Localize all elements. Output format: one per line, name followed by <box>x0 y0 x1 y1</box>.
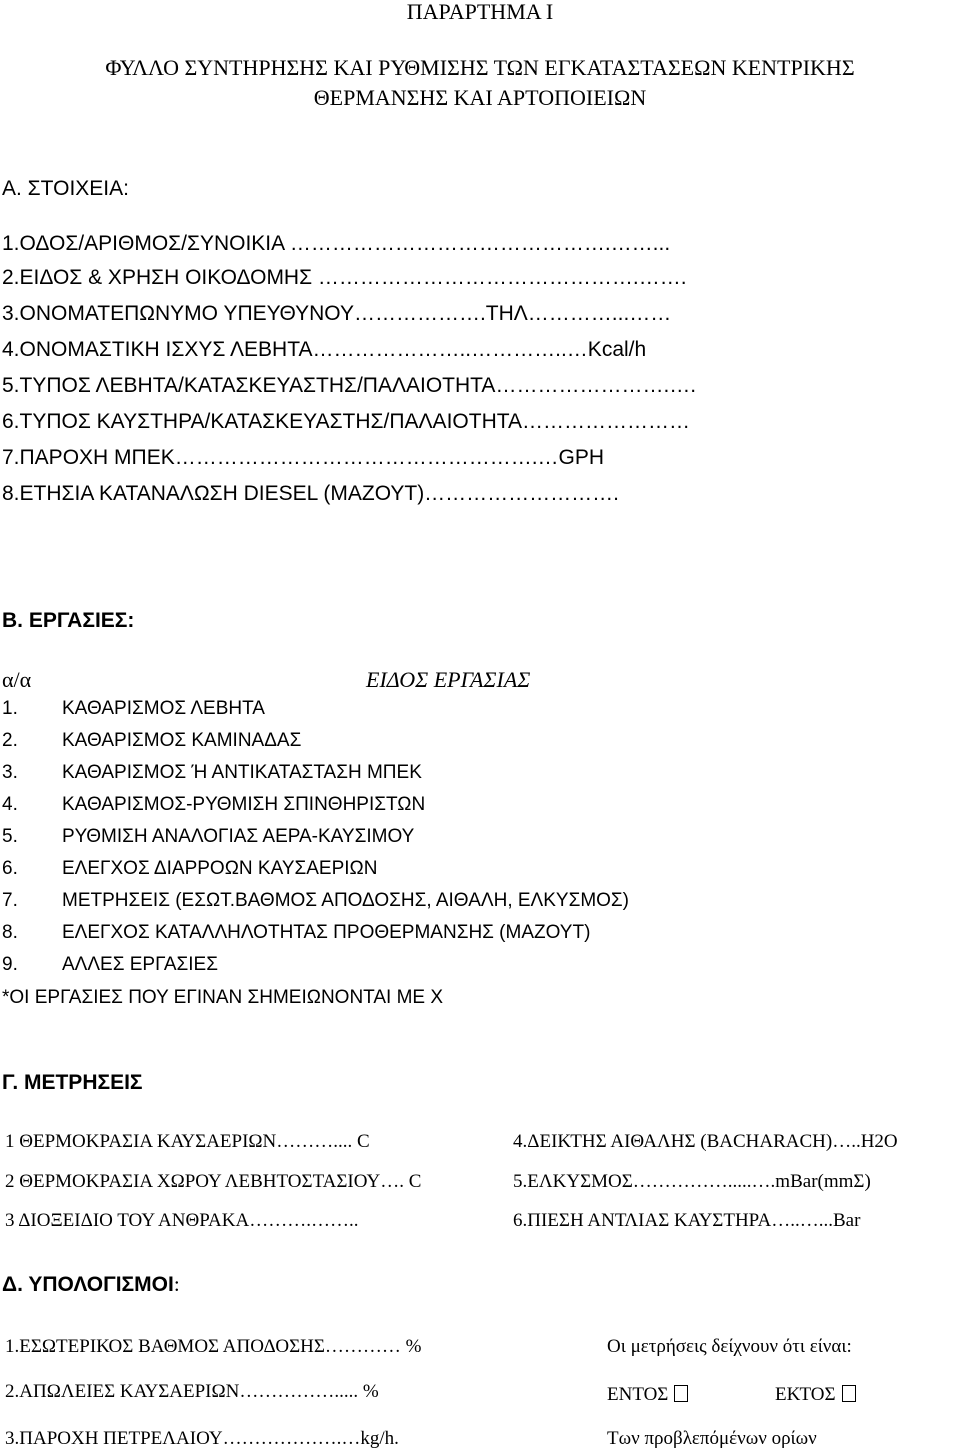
section-a-heading: Α. ΣΤΟΙΧΕΙΑ: <box>2 177 129 200</box>
measurement-pump-pressure: 6.ΠΙΕΣΗ ΑΝΤΛΙΑΣ ΚΑΥΣΤΗΡΑ…..…...Bar <box>513 1210 861 1231</box>
field-responsible-name: 3.ΟΝΟΜΑΤΕΠΩΝΥΜΟ ΥΠΕΥΘΥΝΟΥ……………….ΤΗΛ…………...…… <box>2 302 672 325</box>
field-boiler-type: 5.ΤΥΠΟΣ ΛΕΒΗΤΑ/ΚΑΤΑΣΚΕΥΑΣΤΗΣ/ΠΑΛΑΙΟΤΗΤΑ…………………….…. <box>2 374 697 397</box>
calc-oil-flow: 3.ΠΑΡΟΧΗ ΠΕΤΡΕΛΑΙΟΥ……………….…kg/h. <box>5 1428 399 1449</box>
field-address: 1.ΟΔΟΣ/ΑΡΙΘΜΟΣ/ΣΥΝΟΙΚΙΑ ……………………………………….……... <box>2 232 671 255</box>
document-title-line2: ΘΕΡΜΑΝΣΗΣ ΚΑΙ ΑΡΤΟΠΟΙΕΙΩΝ <box>313 85 647 110</box>
work-item: 2. ΚΑΘΑΡΙΣΜΟΣ ΚΑΜΙΝΑΔΑΣ <box>2 730 302 751</box>
work-item: 4. ΚΑΘΑΡΙΣΜΟΣ-ΡΥΘΜΙΣΗ ΣΠΙΝΘΗΡΙΣΤΩΝ <box>2 794 426 815</box>
field-burner-type: 6.ΤΥΠΟΣ ΚΑΥΣΤΗΡΑ/ΚΑΤΑΣΚΕΥΑΣΤΗΣ/ΠΑΛΑΙΟΤΗΤΑ…………………… <box>2 410 691 433</box>
field-boiler-power: 4.ΟΝΟΜΑΣΤΙΚΗ ΙΣΧΥΣ ΛΕΒΗΤΑ…………………..…………..…Kcal/h <box>2 338 647 361</box>
work-note: *ΟΙ ΕΡΓΑΣΙΕΣ ΠΟΥ ΕΓΙΝΑΝ ΣΗΜΕΙΩΝΟΝΤΑΙ ΜΕ Χ <box>2 987 444 1008</box>
limits-note: Των προβλεπόμένων ορίων <box>607 1428 817 1449</box>
outside-limits-option[interactable]: ΕΚΤΟΣ <box>775 1383 856 1407</box>
calc-flue-losses: 2.ΑΠΩΛΕΙΕΣ ΚΑΥΣΑΕΡΙΩΝ……………..... % <box>5 1381 379 1402</box>
work-item: 6. ΕΛΕΓΧΟΣ ΔΙΑΡΡΟΩΝ ΚΑΥΣΑΕΡΙΩΝ <box>2 858 378 879</box>
within-limits-option[interactable]: ΕΝΤΟΣ <box>607 1383 688 1407</box>
measurement-smoke-index: 4.ΔΕΙΚΤΗΣ ΑΙΘΑΛΗΣ (BACHARACH)…..H2O <box>513 1131 898 1152</box>
work-item: 7. ΜΕΤΡΗΣΕΙΣ (ΕΣΩΤ.ΒΑΘΜΟΣ ΑΠΟΔΟΣΗΣ, ΑΙΘΑΛΗ, ΕΛΚΥΣΜΟΣ) <box>2 890 630 911</box>
calc-efficiency: 1.ΕΣΩΤΕΡΙΚΟΣ ΒΑΘΜΟΣ ΑΠΟΔΟΣΗΣ………… % <box>5 1336 422 1357</box>
field-building-type: 2.ΕΙΔΟΣ & ΧΡΗΣΗ ΟΙΚΟΔΟΜΗΣ ……………………………………….……. <box>2 266 687 289</box>
measurement-draft: 5.ΕΛΚΥΣΜΟΣ…………….....….mBar(mmΣ) <box>513 1171 871 1192</box>
measurement-room-temp: 2 ΘΕΡΜΟΚΡΑΣΙΑ ΧΩΡΟΥ ΛΕΒΗΤΟΣΤΑΣΙΟΥ…. C <box>5 1171 422 1192</box>
annex-title: ΠΑΡΑΡΤΗΜΑ Ι <box>406 0 554 24</box>
measurement-co2: 3 ΔΙΟΞΕΙΔΙΟ ΤΟΥ ΑΝΘΡΑΚΑ……….…….. <box>5 1210 359 1231</box>
section-d-heading: Δ. ΥΠΟΛΟΓΙΣΜΟΙ: <box>2 1272 180 1296</box>
column-work-type: ΕΙΔΟΣ ΕΡΓΑΣΙΑΣ <box>366 667 531 692</box>
results-note: Οι μετρήσεις δείχνουν ότι είναι: <box>607 1336 852 1357</box>
work-item: 9. ΑΛΛΕΣ ΕΡΓΑΣΙΕΣ <box>2 954 218 975</box>
outside-checkbox[interactable] <box>842 1385 856 1402</box>
field-annual-consumption: 8.ΕΤΗΣΙΑ ΚΑΤΑΝΑΛΩΣΗ DIESEL (ΜΑΖΟΥΤ)………………………. <box>2 482 620 505</box>
work-item: 1. ΚΑΘΑΡΙΣΜΟΣ ΛΕΒΗΤΑ <box>2 698 265 719</box>
field-nozzle-flow: 7.ΠΑΡΟΧΗ ΜΠΕΚ…………………………………………….…GPH <box>2 446 605 469</box>
work-item: 5. ΡΥΘΜΙΣΗ ΑΝΑΛΟΓΙΑΣ ΑΕΡΑ-ΚΑΥΣΙΜΟΥ <box>2 826 415 847</box>
document-title-line1: ΦΥΛΛΟ ΣΥΝΤΗΡΗΣΗΣ ΚΑΙ ΡΥΘΜΙΣΗΣ ΤΩΝ ΕΓΚΑΤΑΣΤΑΣΕΩΝ ΚΕΝΤΡΙΚΗΣ <box>105 55 855 80</box>
section-c-heading: Γ. ΜΕΤΡΗΣΕΙΣ <box>2 1071 143 1094</box>
section-b-heading: Β. ΕΡΓΑΣΙΕΣ: <box>2 609 135 632</box>
measurement-flue-temp: 1 ΘΕΡΜΟΚΡΑΣΙΑ ΚΑΥΣΑΕΡΙΩΝ……….... C <box>5 1131 370 1152</box>
column-aa: α/α <box>2 667 32 692</box>
within-checkbox[interactable] <box>674 1385 688 1402</box>
work-item: 8. ΕΛΕΓΧΟΣ ΚΑΤΑΛΛΗΛΟΤΗΤΑΣ ΠΡΟΘΕΡΜΑΝΣΗΣ (ΜΑΖΟΥΤ) <box>2 922 591 943</box>
work-item: 3. ΚΑΘΑΡΙΣΜΟΣ Ή ΑΝΤΙΚΑΤΑΣΤΑΣΗ ΜΠΕΚ <box>2 762 422 783</box>
